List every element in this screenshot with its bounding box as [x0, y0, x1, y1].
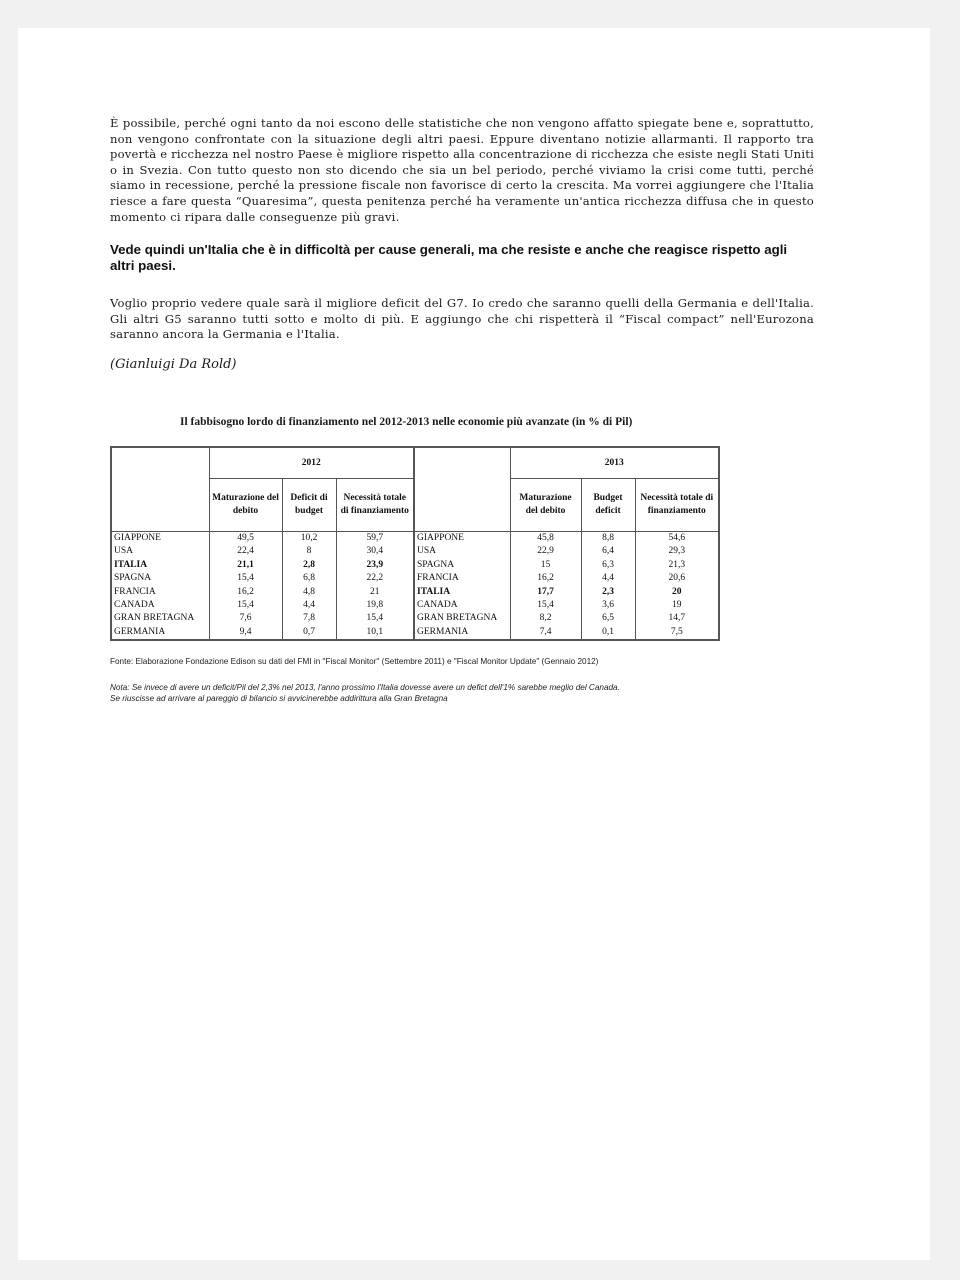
value-cell: 15	[510, 559, 581, 572]
financing-table	[110, 446, 720, 641]
table-row	[111, 612, 719, 625]
value-cell: 2,8	[282, 559, 336, 572]
value-cell: 20,6	[635, 572, 719, 585]
table-source: Fonte: Elaborazione Fondazione Edison su dati del FMI in "Fiscal Monitor" (Settembre 2011) e "Fiscal Monitor Update" (Gennaio 2012)	[110, 657, 599, 666]
value-cell: 6,5	[581, 612, 635, 625]
table-body	[111, 532, 719, 641]
value-cell: 7,4	[510, 626, 581, 640]
article-content	[110, 116, 814, 372]
value-cell: 15,4	[209, 599, 282, 612]
value-cell: 6,8	[282, 572, 336, 585]
country-cell: ITALIA	[414, 586, 510, 599]
value-cell: 21	[336, 586, 414, 599]
column-header: Necessità totale di finanziamento	[336, 479, 414, 532]
table-row	[111, 599, 719, 612]
value-cell: 4,4	[282, 599, 336, 612]
table-row	[111, 626, 719, 640]
interview-question: Vede quindi un'Italia che è in difficoltà per cause generali, ma che resiste e anche che reagisce rispetto agli altri paesi.	[110, 242, 788, 274]
table-row	[111, 545, 719, 558]
table-title: Il fabbisogno lordo di finanziamento nel 2012-2013 nelle economie più avanzate (in % di Pil)	[180, 416, 633, 428]
value-cell: 8	[282, 545, 336, 558]
value-cell: 2,3	[581, 586, 635, 599]
header-empty-cell	[111, 447, 209, 532]
value-cell: 6,4	[581, 545, 635, 558]
value-cell: 19	[635, 599, 719, 612]
country-cell: GIAPPONE	[111, 532, 209, 546]
table-row	[111, 572, 719, 585]
table-row	[111, 532, 719, 546]
value-cell: 45,8	[510, 532, 581, 546]
country-cell: GIAPPONE	[414, 532, 510, 546]
country-cell: GERMANIA	[414, 626, 510, 640]
value-cell: 29,3	[635, 545, 719, 558]
country-cell: SPAGNA	[414, 559, 510, 572]
value-cell: 6,3	[581, 559, 635, 572]
value-cell: 0,7	[282, 626, 336, 640]
value-cell: 0,1	[581, 626, 635, 640]
article-paragraph: Voglio proprio vedere quale sarà il migliore deficit del G7. Io credo che saranno quelli della Germania e dell'Italia. Gli altri G5 saranno tutti sotto e molto di più. E aggiungo che chi rispetterà il “Fiscal compact” nell'Eurozona saranno ancora la Germania e l'Italia.	[110, 296, 814, 342]
value-cell: 15,4	[209, 572, 282, 585]
value-cell: 16,2	[209, 586, 282, 599]
column-header: Budget deficit	[581, 479, 635, 532]
value-cell: 17,7	[510, 586, 581, 599]
country-cell: GRAN BRETAGNA	[414, 612, 510, 625]
value-cell: 15,4	[336, 612, 414, 625]
value-cell: 21,1	[209, 559, 282, 572]
value-cell: 23,9	[336, 559, 414, 572]
value-cell: 8,8	[581, 532, 635, 546]
country-cell: SPAGNA	[111, 572, 209, 585]
value-cell: 4,4	[581, 572, 635, 585]
value-cell: 7,5	[635, 626, 719, 640]
value-cell: 19,8	[336, 599, 414, 612]
column-header: Maturazione del debito	[209, 479, 282, 532]
value-cell: 22,4	[209, 545, 282, 558]
country-cell: FRANCIA	[414, 572, 510, 585]
value-cell: 49,5	[209, 532, 282, 546]
author-byline: (Gianluigi Da Rold)	[110, 356, 237, 372]
value-cell: 10,2	[282, 532, 336, 546]
value-cell: 54,6	[635, 532, 719, 546]
year-2013-header: 2013	[510, 447, 719, 479]
header-empty-cell	[414, 447, 510, 532]
note-line: Nota: Se invece di avere un deficit/Pil del 2,3% nel 2013, l'anno prossimo l'Italia dovesse avere un defict dell'1% sarebbe meglio del Canada.	[110, 683, 620, 692]
value-cell: 59,7	[336, 532, 414, 546]
value-cell: 4,8	[282, 586, 336, 599]
column-header: Necessità totale di finanziamento	[635, 479, 719, 532]
value-cell: 30,4	[336, 545, 414, 558]
value-cell: 14,7	[635, 612, 719, 625]
column-header: Maturazione del debito	[510, 479, 581, 532]
value-cell: 8,2	[510, 612, 581, 625]
value-cell: 10,1	[336, 626, 414, 640]
value-cell: 21,3	[635, 559, 719, 572]
country-cell: FRANCIA	[111, 586, 209, 599]
table-note	[110, 682, 830, 704]
country-cell: CANADA	[111, 599, 209, 612]
value-cell: 3,6	[581, 599, 635, 612]
article-paragraph: È possibile, perché ogni tanto da noi escono delle statistiche che non vengono affatto spiegate bene e, soprattutto, non vengono confrontate con la situazione degli altri paesi. Eppure diventano notizie allarmanti. Il rapporto tra povertà e ricchezza nel nostro Paese è migliore rispetto alla concentrazione di ricchezza che esiste negli Stati Uniti o in Svezia. Con tutto questo non sto dicendo che sia un bel periodo, perché viviamo la crisi come tutti, perché siamo in recessione, perché la pressione fiscale non favorisce di certo la crescita. Ma vorrei aggiungere che l'Italia riesce a fare questa “Quaresima”, questa penitenza perché ha veramente un'antica ricchezza diffusa che in questo momento ci ripara dalle conseguenze più gravi.	[110, 116, 815, 224]
country-cell: CANADA	[414, 599, 510, 612]
column-header: Deficit di budget	[282, 479, 336, 532]
note-line: Se riuscisse ad arrivare al pareggio di bilancio si avvicinerebbe addirittura alla Gran Bretagna	[110, 694, 448, 703]
value-cell: 16,2	[510, 572, 581, 585]
country-cell: USA	[111, 545, 209, 558]
country-cell: GRAN BRETAGNA	[111, 612, 209, 625]
value-cell: 15,4	[510, 599, 581, 612]
table-year-header	[111, 447, 719, 479]
value-cell: 9,4	[209, 626, 282, 640]
value-cell: 22,2	[336, 572, 414, 585]
country-cell: USA	[414, 545, 510, 558]
country-cell: ITALIA	[111, 559, 209, 572]
value-cell: 7,6	[209, 612, 282, 625]
value-cell: 7,8	[282, 612, 336, 625]
table-row	[111, 586, 719, 599]
year-2012-header: 2012	[209, 447, 414, 479]
document-page	[18, 28, 930, 1260]
country-cell: GERMANIA	[111, 626, 209, 640]
table-row	[111, 559, 719, 572]
value-cell: 22,9	[510, 545, 581, 558]
value-cell: 20	[635, 586, 719, 599]
